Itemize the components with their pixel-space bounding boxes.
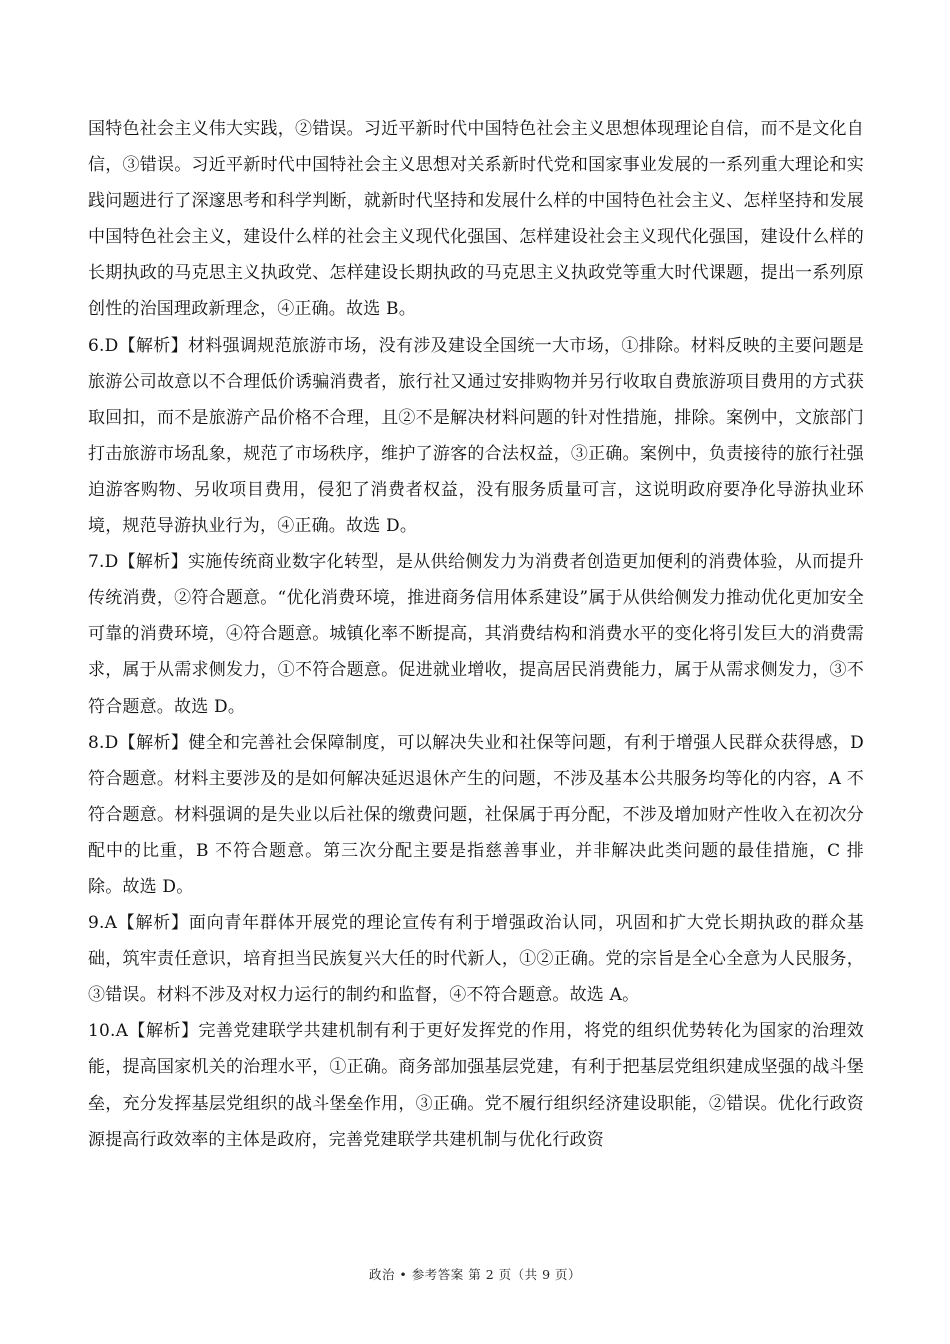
paragraph-continuation: 国特色社会主义伟大实践，②错误。习近平新时代中国特色社会主义思想体现理论自信，而不是文化自信，③错误。习近平新时代中国特社会主义思想对关系新时代党和国家事业发展的一系列重大理论和实践问题进行了深邃思考和科学判断，就新时代坚持和发展什么样的中国特色社会主义、怎样坚持和发展中国特色社会主义，建设什么样的社会主义现代化强国、怎样建设社会主义现代化强国，建设什么样的长期执政的马克思主义执政党、怎样建设长期执政的马克思主义执政党等重大时代课题，提出一系列原创性的治国理政新理念，④正确。故选 B。 bbox=[88, 119, 864, 320]
answer-8: 8.D【解析】健全和完善社会保障制度，可以解决失业和社保等问题，有利于增强人民群众获得感，D 符合题意。材料主要涉及的是如何解决延迟退休产生的问题，不涉及基本公共服务均等化的内容，A 不符合题意。材料强调的是失业以后社保的缴费问题，社保属于再分配，不涉及增加财产性收入在初次分配中的比重，B 不符合题意。第三次分配主要是指慈善事业，并非解决此类问题的最佳措施，C 排除。故选 D。 bbox=[88, 732, 864, 897]
answer-6: 6.D【解析】材料强调规范旅游市场，没有涉及建设全国统一大市场，①排除。材料反映的主要问题是旅游公司故意以不合理低价诱骗消费者，旅行社又通过安排购物并另行收取自费旅游项目费用的方式获取回扣，而不是旅游产品价格不合理，且②不是解决材料问题的针对性措施，排除。案例中，文旅部门打击旅游市场乱象，规范了市场秩序，维护了游客的合法权益，③正确。案例中，负责接待的旅行社强迫游客购物、另收项目费用，侵犯了消费者权益，没有服务质量可言，这说明政府要净化导游执业环境，规范导游执业行为，④正确。故选 D。 bbox=[88, 335, 864, 537]
answer-7: 7.D【解析】实施传统商业数字化转型，是从供给侧发力为消费者创造更加便利的消费体验，从而提升传统消费，②符合题意。“优化消费环境，推进商务信用体系建设”属于从供给侧发力推动优化更加安全可靠的消费环境，④符合题意。城镇化率不断提高，其消费结构和消费水平的变化将引发巨大的消费需求，属于从需求侧发力，①不符合题意。促进就业增收，提高居民消费能力，属于从需求侧发力，③不符合题意。故选 D。 bbox=[88, 552, 864, 717]
answer-content bbox=[88, 111, 864, 1158]
answer-9: 9.A【解析】面向青年群体开展党的理论宣传有利于增强政治认同，巩固和扩大党长期执政的群众基础，筑牢责任意识，培育担当民族复兴大任的时代新人，①②正确。党的宗旨是全心全意为人民服务，③错误。材料不涉及对权力运行的制约和监督，④不符合题意。故选 A。 bbox=[88, 913, 864, 1006]
answer-10: 10.A【解析】完善党建联学共建机制有利于更好发挥党的作用，将党的组织优势转化为国家的治理效能，提高国家机关的治理水平，①正确。商务部加强基层党建，有利于把基层党组织建成坚强的战斗堡垒，充分发挥基层党组织的战斗堡垒作用，③正确。党不履行组织经济建设职能，②错误。优化行政资源提高行政效率的主体是政府，完善党建联学共建机制与优化行政资 bbox=[88, 1021, 864, 1150]
page-footer: 政治 • 参考答案 第 2 页（共 9 页） bbox=[368, 1267, 582, 1282]
